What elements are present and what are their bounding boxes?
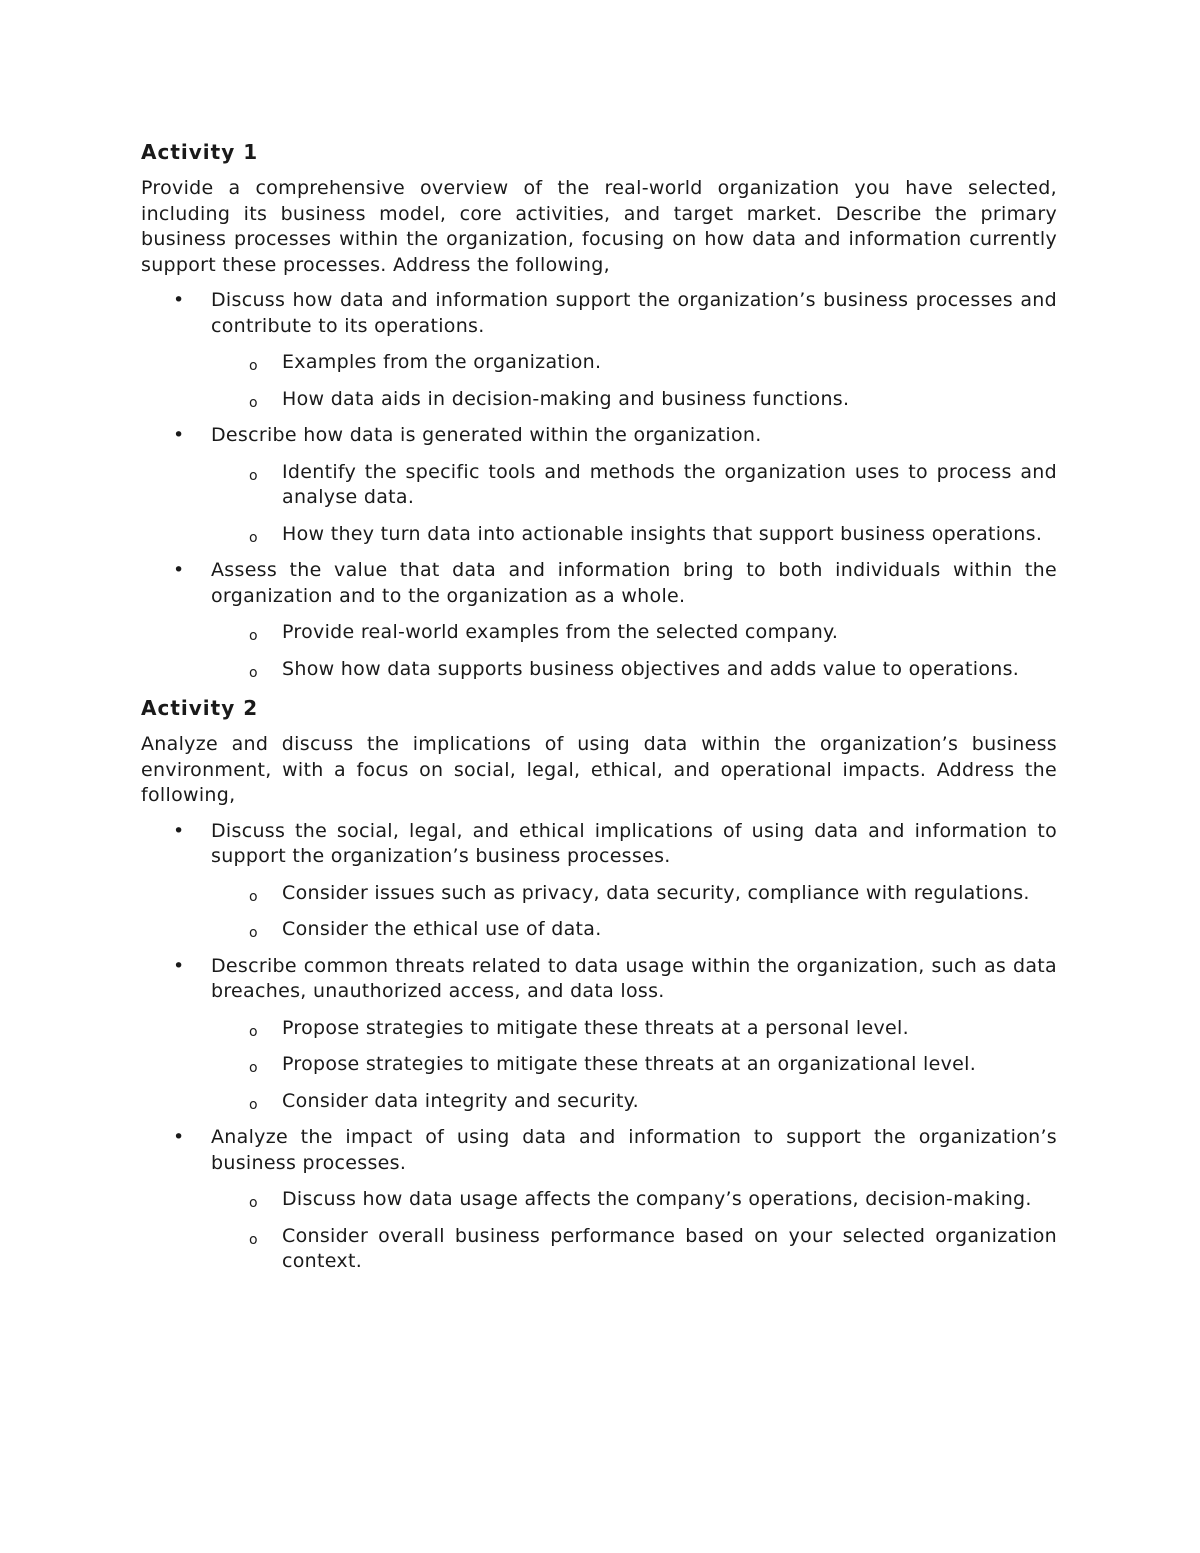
sub-list-item (211, 917, 1057, 943)
circle-bullet-icon: o (249, 358, 258, 374)
bullet-text: Discuss how data and information support the organization’s business processes and contribute to its operations. (211, 289, 1057, 337)
sub-item-text: Consider issues such as privacy, data security, compliance with regulations. (282, 881, 1030, 904)
list-item (141, 423, 1057, 547)
bullet-text: Describe common threats related to data usage within the organization, such as data breaches, unauthorized access, and data loss. (211, 954, 1057, 1002)
list-item (141, 558, 1057, 682)
circle-bullet-icon: o (249, 1096, 258, 1113)
sub-list-item (211, 1224, 1057, 1275)
circle-bullet-icon: o (249, 467, 258, 484)
sub-list (211, 1187, 1057, 1275)
sub-list-item (211, 657, 1057, 683)
sub-item-text: Propose strategies to mitigate these threats at a personal level. (282, 1016, 909, 1039)
sub-list-item (211, 1016, 1057, 1042)
sub-list-item (211, 350, 1057, 376)
bullet-icon: • (173, 1126, 185, 1148)
circle-bullet-icon: o (249, 888, 258, 905)
list-item (141, 1125, 1057, 1275)
list-item (141, 819, 1057, 943)
circle-bullet-icon: o (249, 394, 258, 411)
activity-2-heading: Activity 2 (141, 696, 259, 720)
bullet-text: Analyze the impact of using data and information to support the organization’s business processes. (211, 1126, 1057, 1174)
list-item (141, 954, 1057, 1115)
bullet-icon: • (173, 954, 185, 977)
sub-list-item (211, 1052, 1057, 1078)
sub-list (211, 460, 1057, 548)
sub-item-text: Show how data supports business objectives and adds value to operations. (282, 657, 1020, 680)
sub-list-item (211, 1089, 1057, 1115)
bullet-text: Describe how data is generated within the organization. (211, 424, 762, 446)
sub-item-text: Consider the ethical use of data. (282, 918, 602, 940)
circle-bullet-icon: o (249, 925, 258, 941)
sub-item-text: Propose strategies to mitigate these threats at an organizational level. (282, 1053, 977, 1075)
sub-list (211, 350, 1057, 412)
sub-item-text: Consider data integrity and security. (282, 1089, 639, 1112)
sub-item-text: Identify the specific tools and methods the organization uses to process and analyse data. (282, 460, 1057, 508)
sub-item-text: Consider overall business performance based on your selected organization context. (282, 1224, 1057, 1272)
sub-list-item (211, 881, 1057, 907)
bullet-icon: • (173, 424, 185, 446)
sub-list-item (211, 387, 1057, 413)
sub-item-text: Discuss how data usage affects the company’s operations, decision-making. (282, 1188, 1032, 1210)
sub-list-item (211, 620, 1057, 646)
circle-bullet-icon: o (249, 1195, 258, 1211)
sub-list (211, 881, 1057, 943)
bullet-icon: • (173, 819, 185, 842)
circle-bullet-icon: o (249, 628, 258, 644)
document-page (141, 138, 1057, 1287)
sub-item-text: How they turn data into actionable insights that support business operations. (282, 522, 1043, 545)
activity-1-section (141, 138, 1057, 682)
activity-2-bullet-list (141, 819, 1057, 1275)
activity-2-intro: Analyze and discuss the implications of using data within the organization’s business environment, with a focus on social, legal, ethical, and operational impacts. Address the following, (141, 733, 1057, 806)
circle-bullet-icon: o (249, 1060, 258, 1076)
sub-list (211, 620, 1057, 682)
list-item (141, 288, 1057, 412)
activity-1-bullet-list (141, 288, 1057, 682)
circle-bullet-icon: o (249, 1231, 258, 1248)
sub-list-item (211, 1187, 1057, 1213)
sub-list-item (211, 522, 1057, 548)
sub-item-text: Examples from the organization. (282, 351, 602, 373)
activity-1-heading: Activity 1 (141, 140, 259, 164)
activity-2-section (141, 694, 1057, 1275)
bullet-text: Discuss the social, legal, and ethical implications of using data and information to support the organization’s business processes. (211, 819, 1057, 867)
sub-list-item (211, 460, 1057, 511)
circle-bullet-icon: o (249, 1023, 258, 1040)
circle-bullet-icon: o (249, 664, 258, 681)
sub-item-text: Provide real-world examples from the selected company. (282, 621, 839, 643)
bullet-text: Assess the value that data and information bring to both individuals within the organization and to the organization as a whole. (211, 559, 1057, 607)
sub-list (211, 1016, 1057, 1115)
circle-bullet-icon: o (249, 529, 258, 546)
bullet-icon: • (173, 559, 185, 581)
sub-item-text: How data aids in decision-making and business functions. (282, 387, 850, 410)
bullet-icon: • (173, 289, 185, 311)
activity-1-intro: Provide a comprehensive overview of the real-world organization you have selected, including its business model, core activities, and target market. Describe the primary business processes within the organization, focusing on how data and information currently support these processes. Address the following, (141, 177, 1057, 276)
